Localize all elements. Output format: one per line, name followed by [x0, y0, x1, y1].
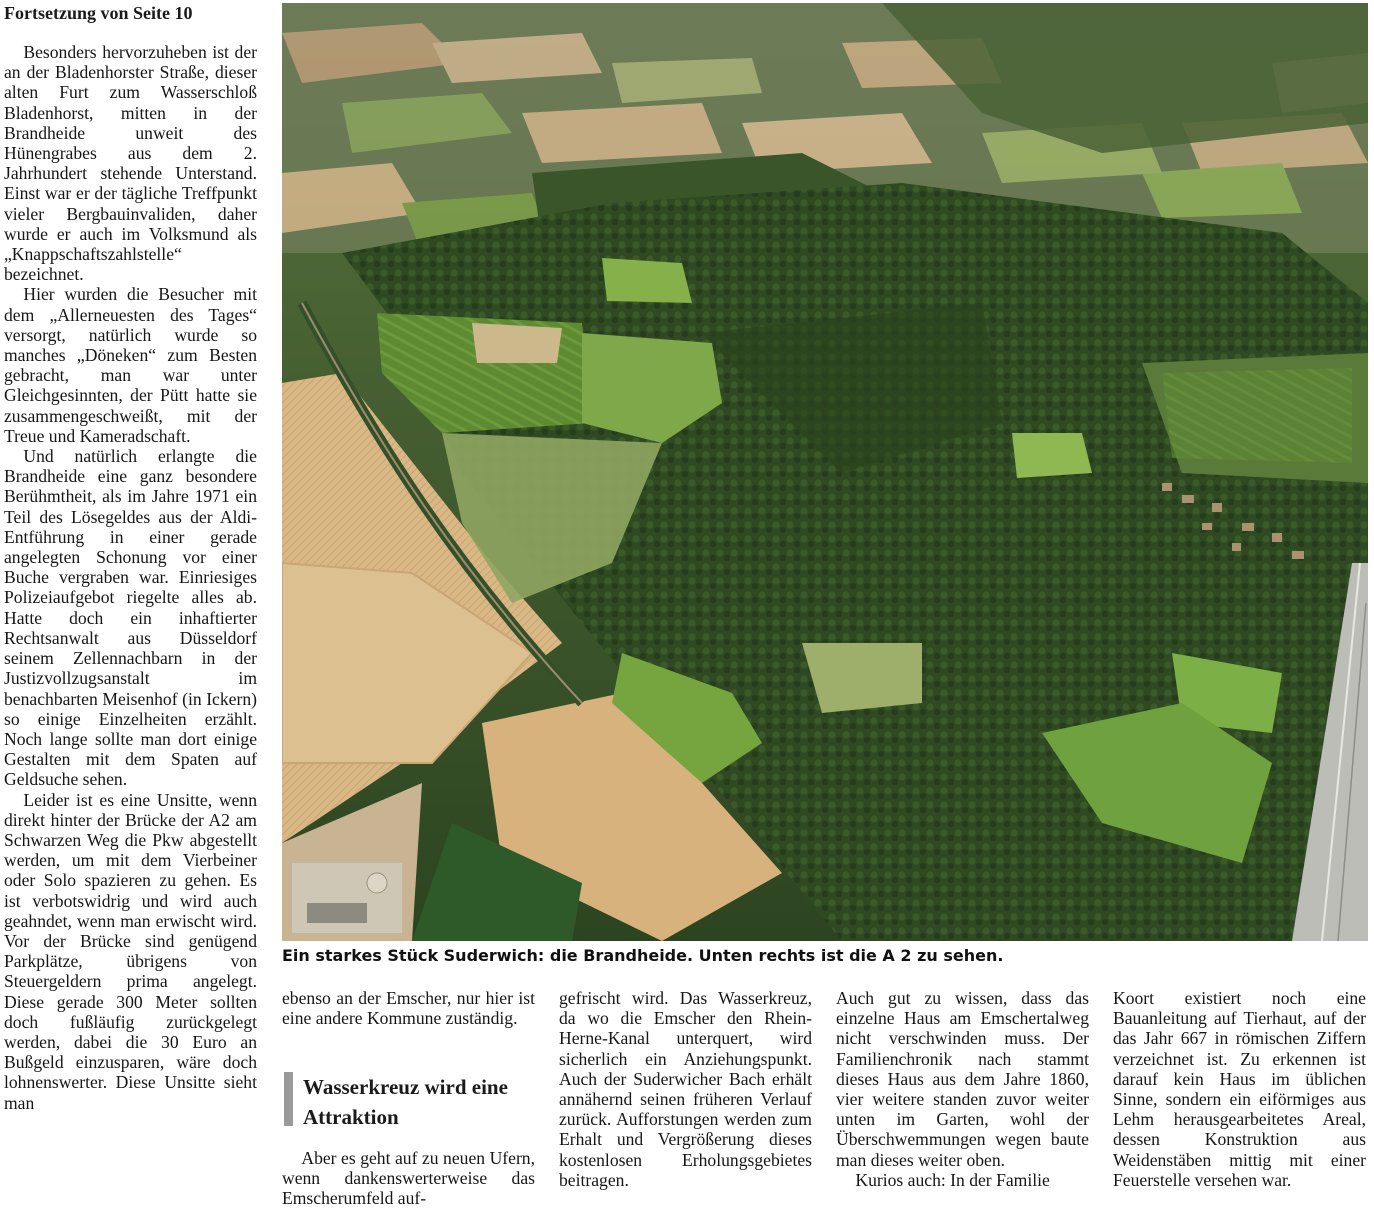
paragraph: Besonders hervorzuheben ist der an der Bladenhorster Straße, dieser alten Furt zum Wasserschloß Bladenhorst, mitten in der Brandheide unweit des Hünengrabes aus dem 2. Jahrhundert stehende Unterstand. Einst war er der tägliche Treffpunkt vieler Bergbauinvaliden, daher wurde er auch im Volksmund als „Knappschaftszahlstelle“ bezeichnet. [4, 42, 257, 285]
paragraph: gefrischt wird. Das Wasserkreuz, da wo die Emscher den Rhein-Herne-Kanal unterquert, wird sicherlich ein Anziehungspunkt. Auch der Suderwicher Bach erhält annähernd seinen früheren Verlauf zurück. Aufforstungen werden zum Erhalt und Vergrößerung dieses kostenlosen Erholungsgebietes beitragen. [559, 988, 812, 1190]
paragraph: Und natürlich erlangte die Brandheide eine ganz besondere Berühmtheit, als im Jahre 1971 ein Teil des Lösegeldes aus der Aldi-Entführung in einer gerade angelegten Schonung vor einer Buche vergraben war. Einriesiges Polizeiaufgebot riegelte alles ab. Hatte doch ein inhaftierter Rechtsanwalt aus Düsseldorf seinem Zellennachbarn in der Justizvollzugsanstalt im benachbarten Meisenhof (in Ickern) so einige Einzelheiten erzählt. Noch lange sollte man dort einige Gestalten mit dem Spaten auf Geldsuche sehen. [4, 446, 257, 790]
paragraph: Leider ist es eine Unsitte, wenn direkt hinter der Brücke der A2 am Schwarzen Weg die Pkw abgestellt werden, um mit dem Vierbeiner oder Solo spazieren zu gehen. Es ist verbotswidrig und wird auch geahndet, wenn man erwischt wird. Vor der Brücke sind genügend Parkplätze, übrigens von Steuergeldern prima angelegt. Diese gerade 300 Meter sollten doch fußläufig zurückgelegt werden, dabei die 30 Euro an Bußgeld einzusparen, wäre doch lohnenswerter. Diese Unsitte sieht man [4, 789, 257, 1113]
article-column-1 [4, 42, 257, 1113]
paragraph: Auch gut zu wissen, dass das einzelne Haus am Emschertalweg nicht verschwinden muss. Der Familienchronik nach stammt dieses Haus aus dem Jahre 1860, vier weitere standen zuvor weiter unten im Garten, wohl der Überschwemmungen wegen baute man dieses weiter oben. [836, 988, 1089, 1170]
paragraph: Aber es geht auf zu neuen Ufern, wenn dankenswerterweise das Emscherumfeld auf- [282, 1148, 535, 1209]
aerial-landscape-illustration [282, 3, 1368, 941]
paragraph: Kurios auch: In der Familie [855, 1169, 1050, 1190]
paragraph: Hier wurden die Besucher mit dem „Allerneuesten des Tages“ versorgt, natürlich wurde so manches „Döneken“ zum Besten gebracht, man war unter Gleichgesinnten, der Pütt hatte sie zusammengeschweißt, mit der Treue und Kameradschaft. [4, 284, 257, 446]
continuation-kicker: Fortsetzung von Seite 10 [4, 3, 193, 23]
article-column-2 [282, 988, 535, 1028]
article-column-2-continued [282, 1148, 535, 1209]
article-column-5 [1113, 988, 1366, 1190]
aerial-photo-brandheide [282, 3, 1368, 941]
article-column-3 [559, 988, 812, 1190]
photo-caption: Ein starkes Stück Suderwich: die Brandheide. Unten rechts ist die A 2 zu sehen. [282, 946, 1004, 965]
paragraph: ebenso an der Emscher, nur hier ist eine andere Kommune zuständig. [282, 988, 535, 1029]
article-column-4 [836, 988, 1089, 1190]
subheading: Wasserkreuz wird eine Attraktion [284, 1072, 553, 1126]
paragraph: Koort existiert noch eine Bauanleitung auf Tierhaut, auf der das Jahr 667 in römischen Ziffern verzeichnet ist. Zu erkennen ist darauf kein Haus im üblichen Sinne, sondern ein eiförmiges aus Lehm herausgearbeitetes Areal, dessen Konstruktion aus Weidenstäben mittig mit einer Feuerstelle versehen war. [1113, 988, 1366, 1190]
